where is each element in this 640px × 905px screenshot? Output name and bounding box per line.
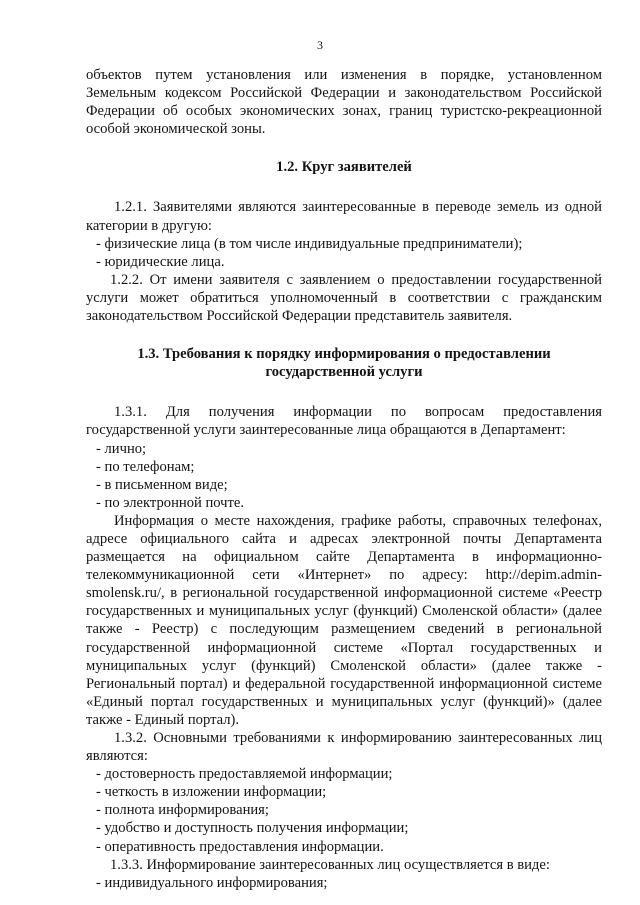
list-item: - оперативность предоставления информации. [96, 838, 384, 855]
intro-paragraph: объектов путем установления или изменения в порядке, установленном Земельным кодексом Российской Федерации и законодательством Российской Федерации об особых экономических зонах, границ туристско-рекреационной особой экономической зоны. [86, 67, 602, 138]
paragraph-info: Информация о месте нахождения, графике работы, справочных телефонах, адресе официального сайта и адресах электронной почты Департамента размещается на официальном сайте Департамента в информационно-телекоммуникационной сети «Интернет» по адресу: http://depim.admin-smolensk.ru/, в региональной государственной информационной системе «Реестр государственных и муниципальных услуг (функций) Смоленской области» (далее также - Реестр) с последующим размещением сведений в региональной государственной информационной системе «Портал государственных и муниципальных услуг (функций) Смоленской области» (далее также - Региональный портал) и федеральной государственной информационной системе «Единый портал государственных и муниципальных услуг (функций)» (далее также - Единый портал). [86, 512, 602, 728]
section-heading-1-2: 1.2. Круг заявителей [276, 159, 412, 176]
paragraph-1-3-1: 1.3.1. Для получения информации по вопросам предоставления государственной услуги заинтересованные лица обращаются в Департамент: [86, 404, 602, 439]
list-item: - физические лица (в том числе индивидуальные предприниматели); [96, 235, 523, 252]
list-item: - в письменном виде; [96, 476, 228, 493]
list-item: - по телефонам; [96, 458, 195, 475]
list-item: - четкость в изложении информации; [96, 784, 327, 801]
paragraph-1-3-3: 1.3.3. Информирование заинтересованных лиц осуществляется в виде: [110, 856, 550, 873]
section-heading-1-3: 1.3. Требования к порядку информирования о предоставлении государственной услуги [137, 346, 551, 381]
paragraph-1-2-1: 1.2.1. Заявителями являются заинтересованные в переводе земель из одной категории в другую: [86, 199, 602, 234]
list-item: - лично; [96, 440, 147, 457]
list-item: - полнота информирования; [96, 802, 269, 819]
document-body [86, 66, 602, 892]
list-item: - по электронной почте. [96, 494, 245, 511]
list-item: - достоверность предоставляемой информации; [96, 766, 393, 783]
page-number: 3 [317, 38, 323, 52]
paragraph-1-2-2: 1.2.2. От имени заявителя с заявлением о предоставлении государственной услуги может обратиться уполномоченный в соответствии с гражданским законодательством Российской Федерации представитель заявителя. [86, 271, 602, 325]
list-item: - индивидуального информирования; [96, 874, 328, 891]
list-item: - юридические лица. [96, 253, 225, 270]
paragraph-1-3-2: 1.3.2. Основными требованиями к информированию заинтересованных лиц являются: [86, 730, 602, 765]
list-item: - удобство и доступность получения информации; [96, 820, 409, 837]
